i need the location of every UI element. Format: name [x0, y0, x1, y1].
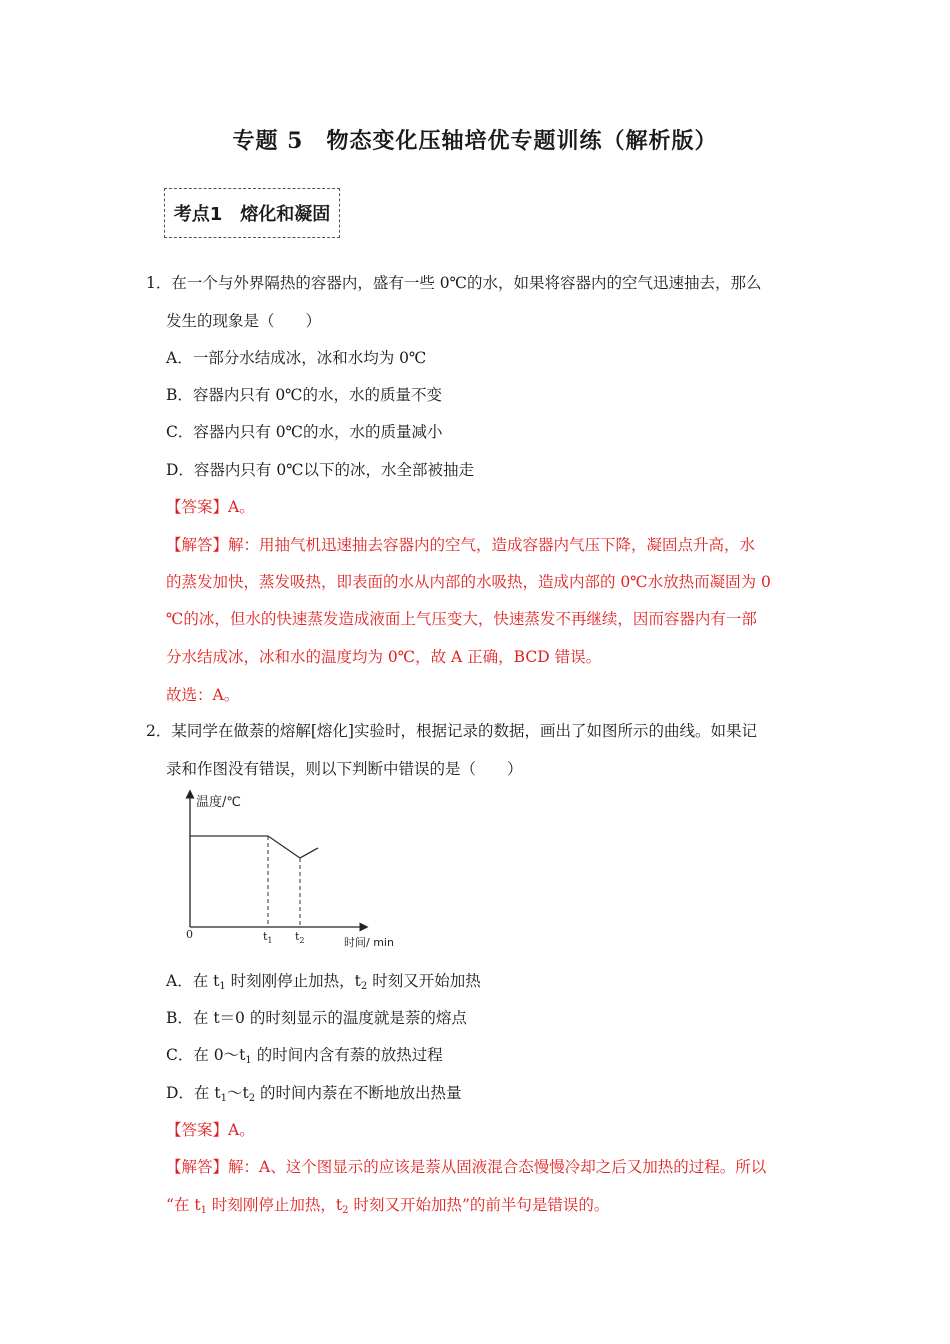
section-heading	[164, 188, 340, 238]
q2-stem-line-2: 录和作图没有错误，则以下判断中错误的是（ ）	[166, 760, 523, 778]
q1-analysis-line-1: 【解答】解：用抽气机迅速抽去容器内的空气，造成容器内气压下降，凝固点升高，水	[166, 536, 756, 554]
q1-stem-line-1: 1．在一个与外界隔热的容器内，盛有一些 0℃的水，如果将容器内的空气迅速抽去，那么	[146, 274, 762, 292]
origin-label: 0	[186, 928, 193, 941]
q2-analysis-line-1: 【解答】解：A、这个图显示的应该是萘从固液混合态慢慢冷却之后又加热的过程。所以	[166, 1158, 767, 1176]
q2-option-d: D．在 $t_1\sim t_2$ 的时间内萘在不断地放出热量	[166, 1084, 462, 1104]
temperature-time-graph	[176, 786, 406, 956]
q1-option-d: D．容器内只有 0℃以下的冰，水全部被抽走	[166, 461, 475, 479]
q2-option-c: C．在 $0\sim t_1$ 的时间内含有萘的放热过程	[166, 1046, 443, 1066]
temperature-curve	[190, 836, 318, 858]
q1-option-a: A．一部分水结成冰，冰和水均为 0℃	[166, 349, 427, 367]
q2-option-a: A．在 $t_1$ 时刻刚停止加热，$t_2$ 时刻又开始加热	[166, 972, 481, 992]
q1-analysis-line-2: 的蒸发加快，蒸发吸热，即表面的水从内部的水吸热，造成内部的 0℃水放热而凝固为 0	[166, 573, 771, 591]
q1-answer: 【答案】A。	[166, 498, 255, 516]
q1-choice: 故选：A。	[166, 686, 240, 704]
y-axis-label: 温度/℃	[196, 795, 241, 810]
section-heading-text: 考点1 熔化和凝固	[173, 204, 331, 225]
q1-analysis-line-3: ℃的冰，但水的快速蒸发造成液面上气压变大，快速蒸发不再继续，因而容器内有一部	[166, 610, 757, 628]
q1-stem-line-2: 发生的现象是（ ）	[166, 312, 322, 330]
q1-option-c: C．容器内只有 0℃的水，水的质量减小	[166, 423, 443, 441]
t1-label: $t_1$	[263, 930, 273, 945]
q2-option-b: B．在 t＝0 的时刻显示的温度就是萘的熔点	[166, 1009, 467, 1027]
q2-answer: 【答案】A。	[166, 1121, 255, 1139]
x-axis-label: 时间/ min	[344, 936, 394, 949]
q2-analysis-line-2: “在 $t_1$ 时刻刚停止加热，$t_2$ 时刻又开始加热”的前半句是错误的。	[166, 1196, 610, 1216]
q1-option-b: B．容器内只有 0℃的水，水的质量不变	[166, 386, 443, 404]
page-title: 专题 5 物态变化压轴培优专题训练（解析版）	[232, 128, 718, 154]
t2-label: $t_2$	[295, 930, 305, 945]
q1-analysis-line-4: 分水结成冰，冰和水的温度均为 0℃，故 A 正确，BCD 错误。	[166, 648, 602, 666]
q2-stem-line-1: 2．某同学在做萘的熔解[熔化]实验时，根据记录的数据，画出了如图所示的曲线。如果记	[146, 722, 757, 740]
